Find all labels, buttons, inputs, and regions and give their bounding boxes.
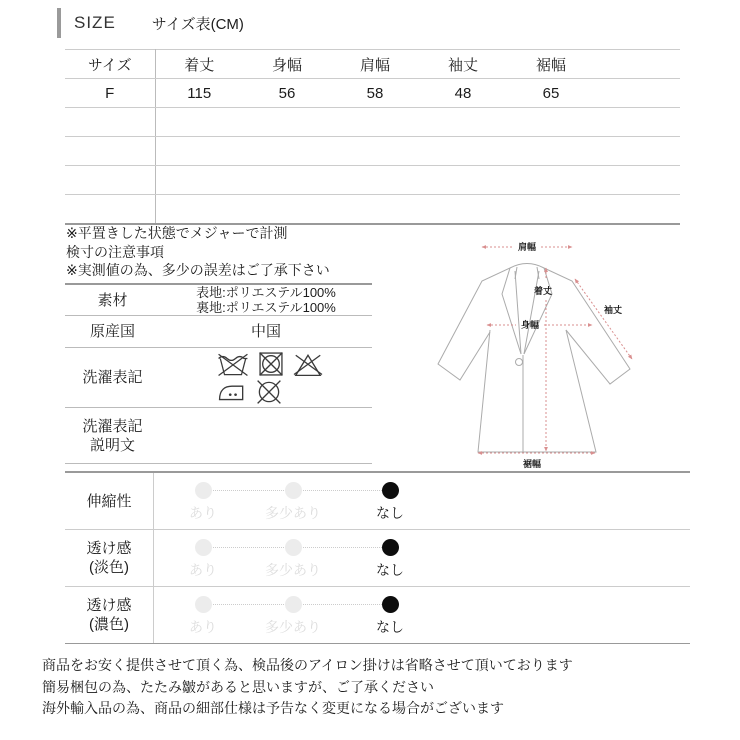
attribute-label: 透け感 (濃色)	[65, 587, 154, 643]
page-title: サイズ表(CM)	[151, 15, 244, 33]
cell-size: F	[65, 79, 155, 108]
body-width-label: 身幅	[520, 320, 540, 330]
size-table-data-row	[65, 79, 680, 108]
length-label: 着丈	[533, 286, 553, 296]
no-bleach-icon	[292, 350, 324, 378]
empty-row	[65, 166, 680, 195]
note-line: 検寸の注意事項	[66, 243, 164, 260]
cell-shoulder: 58	[331, 79, 419, 108]
col-header-shoulder: 肩幅	[331, 50, 419, 79]
cell-hem: 65	[507, 79, 595, 108]
attribute-label: 伸縮性	[65, 473, 154, 529]
care-symbols	[160, 350, 372, 406]
note-line: ※実測値の為、多少の誤差はご了承下さい	[66, 262, 330, 278]
section-label: SIZE	[74, 13, 116, 32]
origin-row	[65, 316, 372, 348]
empty-row	[65, 195, 680, 225]
no-dry-clean-icon	[255, 378, 283, 406]
material-label: 素材	[65, 284, 160, 316]
empty-row	[65, 108, 680, 137]
disclaimer-line: 簡易梱包の為、たたみ皺があると思いますが、ご了承ください	[42, 678, 434, 695]
material-value: 表地:ポリエステル100% 裏地:ポリエステル100%	[160, 284, 372, 316]
rating-dot-selected	[382, 482, 399, 499]
care-description-row	[65, 408, 372, 464]
attribute-row-sheerness-dark: 透け感 (濃色) あり 多少あり なし	[65, 587, 690, 644]
shoulder-width-label: 肩幅	[517, 242, 537, 252]
disclaimer-line: 商品をお安く提供させて頂く為、検品後のアイロン掛けは省略させて頂いております	[42, 657, 573, 673]
col-header-hem: 裾幅	[507, 50, 595, 79]
rating-dot-unselected	[195, 596, 212, 613]
disclaimer-text	[42, 655, 573, 720]
measurement-notes	[66, 224, 330, 280]
col-header-size: サイズ	[65, 50, 155, 79]
empty-row	[65, 137, 680, 166]
note-line: ※平置きした状態でメジャーで計測	[66, 225, 288, 241]
size-table-header-row	[65, 50, 680, 79]
cell-length: 115	[155, 79, 243, 108]
attribute-row-stretch: 伸縮性 あり 多少あり なし	[65, 473, 690, 530]
no-wash-icon	[216, 350, 250, 378]
measurement-lines	[478, 241, 632, 469]
iron-icon	[216, 379, 248, 405]
size-table	[65, 49, 680, 225]
cell-width: 56	[243, 79, 331, 108]
origin-label: 原産国	[65, 316, 160, 348]
care-row	[65, 348, 372, 408]
attribute-label: 透け感 (淡色)	[65, 530, 154, 586]
section-header	[57, 8, 244, 38]
attribute-row-sheerness-light: 透け感 (淡色) あり 多少あり なし	[65, 530, 690, 587]
cell-sleeve: 48	[419, 79, 507, 108]
no-tumble-dry-icon	[257, 350, 285, 378]
rating-dot-unselected	[195, 539, 212, 556]
spec-table	[65, 283, 372, 464]
hem-width-label: 裾幅	[522, 459, 542, 469]
rating-dot-unselected	[195, 482, 212, 499]
sleeve-length-label: 袖丈	[604, 305, 623, 315]
col-header-sleeve: 袖丈	[419, 50, 507, 79]
col-header-width: 身幅	[243, 50, 331, 79]
col-header-filler	[595, 50, 680, 79]
care-description-value	[160, 408, 372, 464]
rating-dot-selected	[382, 596, 399, 613]
rating-dot-unselected	[285, 539, 302, 556]
col-header-length: 着丈	[155, 50, 243, 79]
disclaimer-line: 海外輸入品の為、商品の細部仕様は予告なく変更になる場合がございます	[42, 700, 504, 716]
care-description-label: 洗濯表記 説明文	[65, 408, 160, 464]
care-label: 洗濯表記	[65, 348, 160, 408]
material-row	[65, 284, 372, 316]
rating-dot-unselected	[285, 482, 302, 499]
rating-dot-unselected	[285, 596, 302, 613]
garment-measurement-diagram	[420, 222, 700, 484]
header-accent-bar	[57, 8, 61, 38]
origin-value: 中国	[160, 316, 372, 348]
rating-dot-selected	[382, 539, 399, 556]
attribute-rating-table	[65, 471, 690, 644]
